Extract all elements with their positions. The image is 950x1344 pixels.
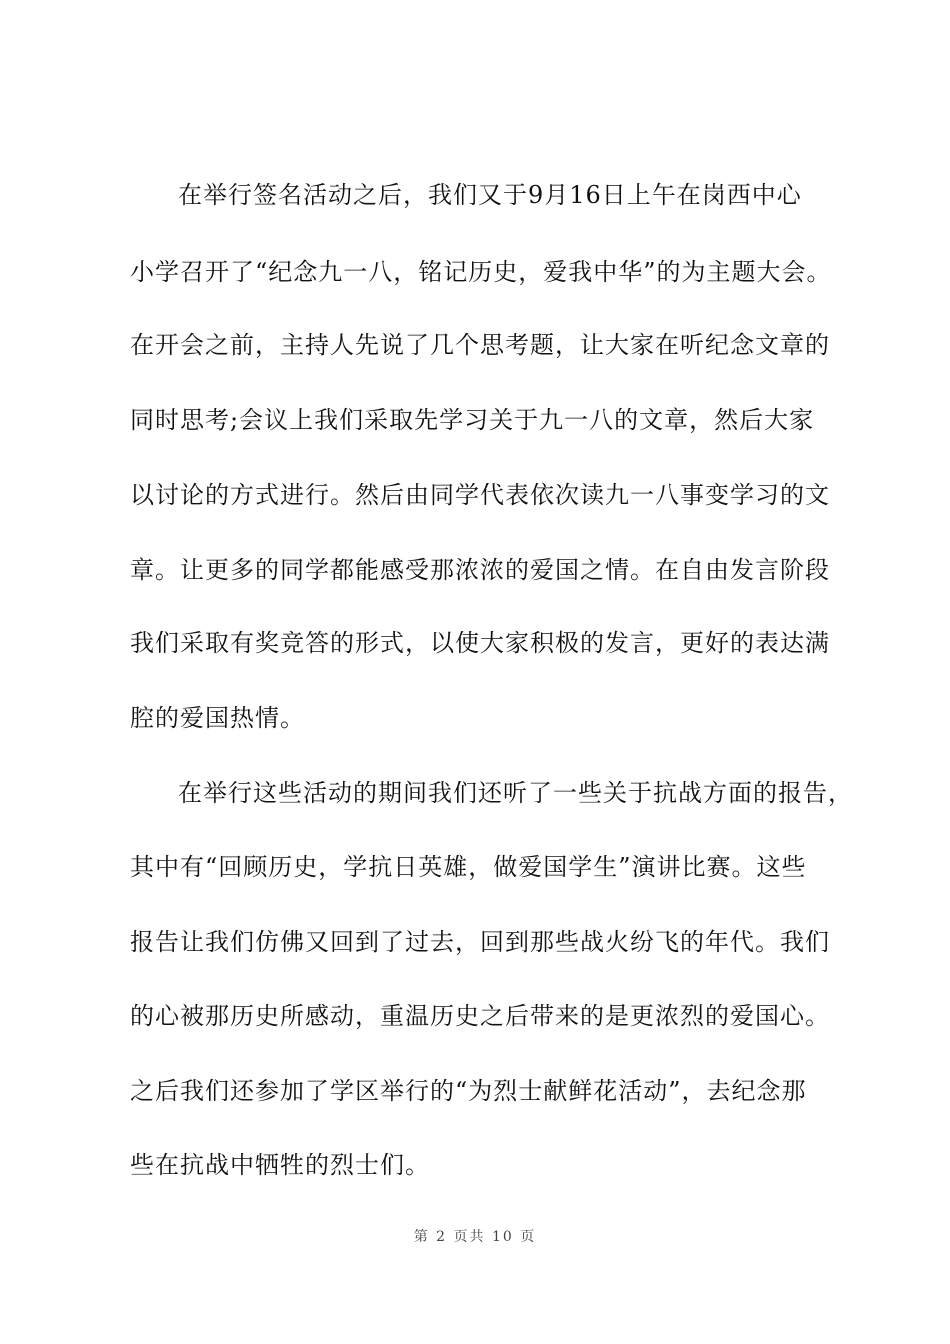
paragraph-2-line-3: 报告让我们仿佛又回到了过去，回到那些战火纷飞的年代。我们: [130, 928, 830, 956]
page-number-footer: 第 2 页共 10 页: [413, 1229, 537, 1245]
paragraph-1-line-8: 腔的爱国热情。: [130, 704, 305, 732]
paragraph-1-line-1: 在举行签名活动之后，我们又于9月16日上午在岗西中心: [178, 181, 802, 209]
paragraph-1-line-3: 在开会之前，主持人先说了几个思考题，让大家在听纪念文章的: [130, 331, 830, 359]
paragraph-2-line-1: 在举行这些活动的期间我们还听了一些关于抗战方面的报告，: [178, 779, 853, 807]
paragraph-2-line-4: 的心被那历史所感动，重温历史之后带来的是更浓烈的爱国心。: [130, 1002, 830, 1030]
paragraph-1-line-6: 章。让更多的同学都能感受那浓浓的爱国之情。在自由发言阶段: [130, 556, 830, 584]
paragraph-1-line-5: 以讨论的方式进行。然后由同学代表依次读九一八事变学习的文: [130, 481, 830, 509]
paragraph-2-line-2: 其中有“回顾历史，学抗日英雄，做爱国学生”演讲比赛。这些: [130, 853, 807, 881]
paragraph-1-line-4: 同时思考;会议上我们采取先学习关于九一八的文章，然后大家: [130, 406, 815, 434]
paragraph-2-line-6: 些在抗战中牺牲的烈士们。: [130, 1151, 430, 1179]
paragraph-1-line-7: 我们采取有奖竞答的形式，以使大家积极的发言，更好的表达满: [130, 629, 830, 657]
paragraph-1-line-2: 小学召开了“纪念九一八，铭记历史，爱我中华”的为主题大会。: [130, 258, 832, 286]
paragraph-2-line-5: 之后我们还参加了学区举行的“为烈士献鲜花活动”，去纪念那: [130, 1077, 807, 1105]
